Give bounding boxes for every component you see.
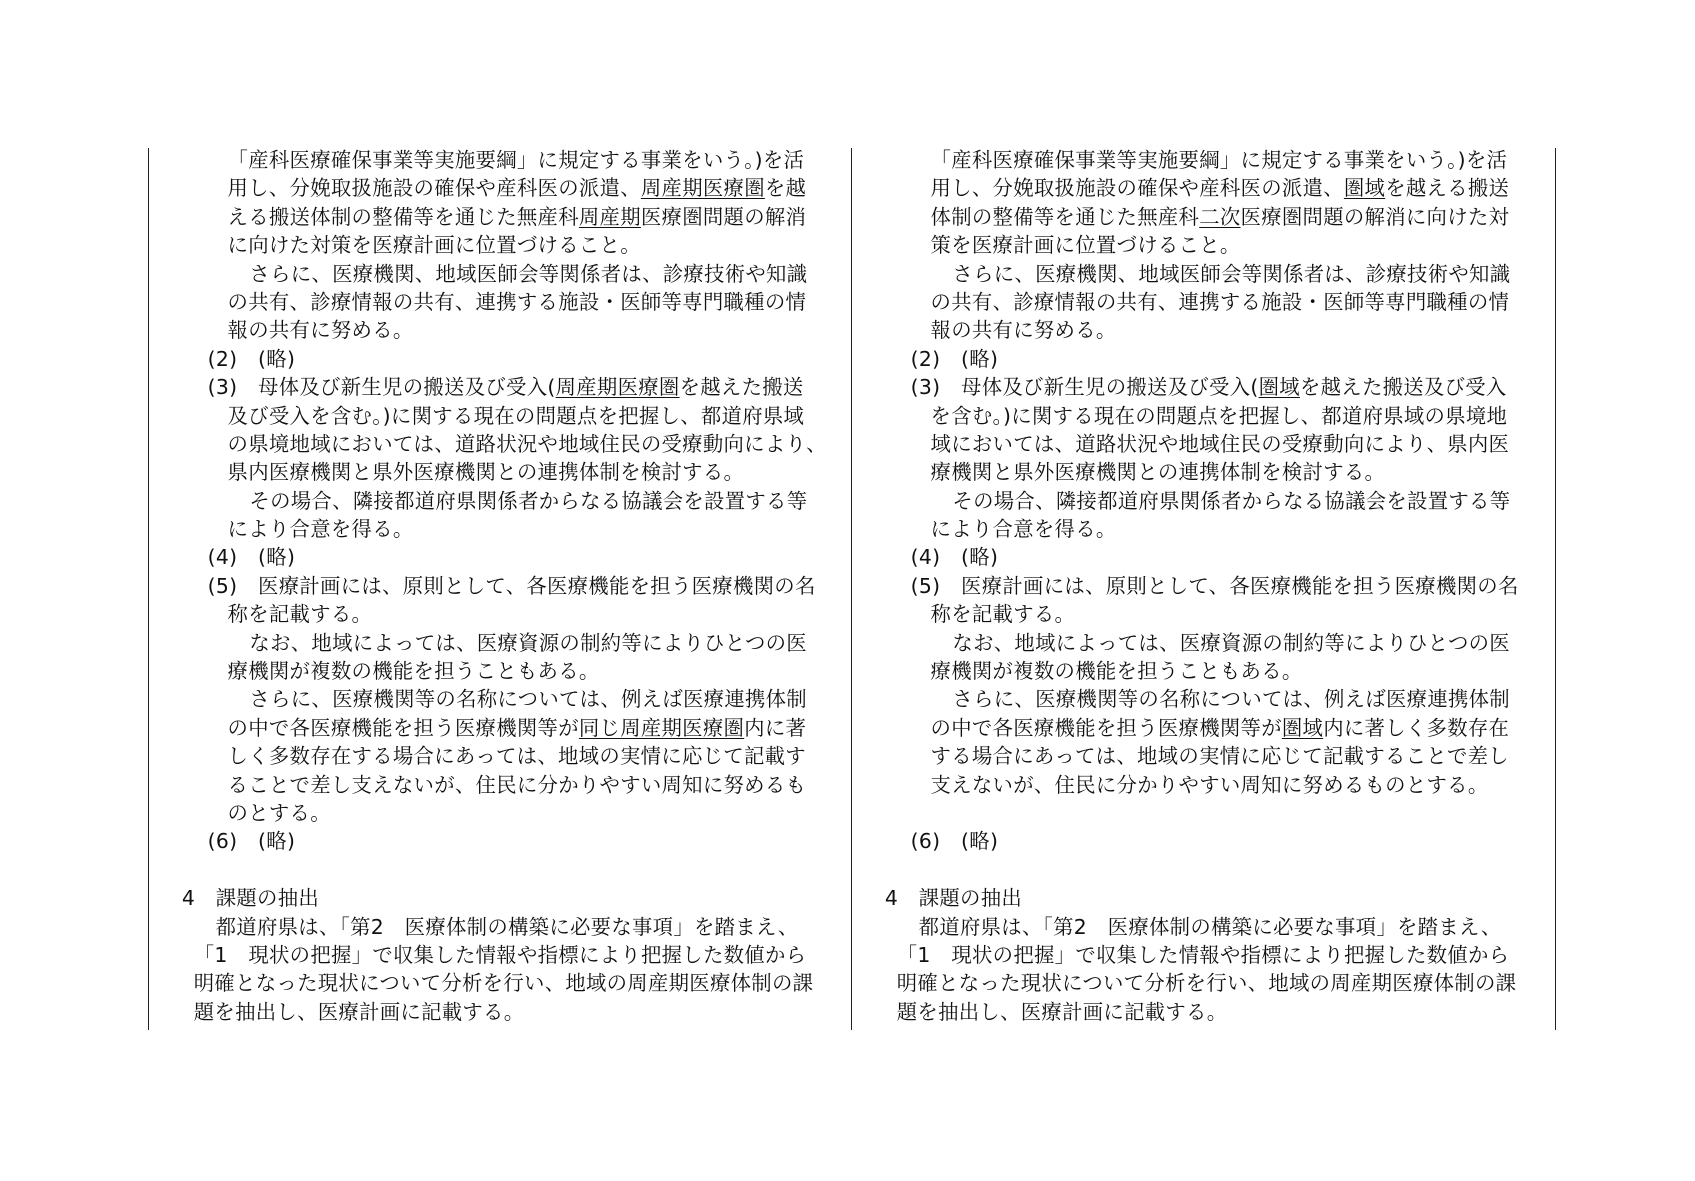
right-text-line bbox=[853, 941, 1544, 969]
left-text-line bbox=[150, 600, 841, 628]
text-segment: 用し、分娩取扱施設の確保や産科医の派遣、 bbox=[930, 176, 1344, 201]
underlined-revision-text: 圏域 bbox=[1258, 375, 1300, 400]
text-segment: 「1 現状の把握」で収集した情報や指標により把握した数値から bbox=[193, 942, 807, 967]
right-text-line bbox=[853, 998, 1544, 1026]
left-text-line bbox=[150, 543, 841, 571]
text-segment: する場合にあっては、地域の実情に応じて記載することで差し bbox=[930, 744, 1509, 769]
left-border-line bbox=[148, 148, 149, 1030]
text-segment: 用し、分娩取扱施設の確保や産科医の派遣、 bbox=[227, 176, 641, 201]
text-segment: の中で各医療機能を担う医療機関等が bbox=[930, 715, 1282, 740]
right-text-line bbox=[853, 657, 1544, 685]
underlined-revision-text: 圏域 bbox=[1281, 715, 1324, 740]
text-segment: (6) (略) bbox=[207, 829, 296, 854]
left-text-line bbox=[150, 572, 841, 600]
text-segment: により合意を得る。 bbox=[930, 517, 1117, 542]
text-segment: により合意を得る。 bbox=[227, 517, 414, 542]
left-text-line bbox=[150, 941, 841, 969]
left-text-line bbox=[150, 913, 841, 941]
right-text-line bbox=[853, 600, 1544, 628]
right-text-line bbox=[853, 146, 1544, 174]
right-text-line bbox=[853, 231, 1544, 259]
left-text-line bbox=[150, 827, 841, 855]
text-segment: さらに、医療機関等の名称については、例えば医療連携体制 bbox=[952, 687, 1510, 712]
left-text-line bbox=[150, 288, 841, 316]
text-segment: を越 bbox=[764, 176, 807, 201]
underlined-revision-text: 周産期医療圏 bbox=[640, 176, 765, 201]
left-blank-line bbox=[150, 856, 845, 884]
left-text-line bbox=[150, 146, 841, 174]
text-segment: の県境地域においては、道路状況や地域住民の受療動向により、 bbox=[227, 431, 827, 456]
right-text-line bbox=[853, 458, 1544, 486]
underlined-revision-text: 圏域 bbox=[1343, 176, 1386, 201]
underlined-revision-text: 同じ周産期医療圏 bbox=[578, 715, 745, 740]
left-text-line bbox=[150, 771, 841, 799]
right-text-line bbox=[853, 771, 1544, 799]
right-text-line bbox=[853, 487, 1544, 515]
text-segment: 称を記載する。 bbox=[227, 602, 373, 627]
text-segment: さらに、医療機関、地域医師会等関係者は、診療技術や知識 bbox=[249, 261, 808, 286]
right-text-line bbox=[853, 316, 1544, 344]
right-border-line bbox=[1555, 148, 1556, 1030]
text-segment: (2) (略) bbox=[910, 346, 999, 371]
text-segment: の共有、診療情報の共有、連携する施設・医師等専門職種の情 bbox=[227, 289, 807, 314]
text-segment: さらに、医療機関等の名称については、例えば医療連携体制 bbox=[249, 687, 807, 712]
underlined-revision-text: 周産期医療圏 bbox=[555, 375, 680, 400]
right-text-line bbox=[853, 402, 1544, 430]
text-segment: を越える搬送 bbox=[1385, 176, 1510, 201]
left-text-line bbox=[150, 260, 841, 288]
left-text-line bbox=[150, 345, 841, 373]
text-segment: 医療圏問題の解消に向けた対 bbox=[1240, 204, 1510, 229]
text-segment: 内に著しく多数存在 bbox=[1323, 715, 1510, 740]
right-text-line bbox=[853, 685, 1544, 713]
right-text-line bbox=[853, 260, 1544, 288]
text-segment: なお、地域によっては、医療資源の制約等によりひとつの医 bbox=[249, 630, 807, 655]
left-text-line bbox=[150, 231, 841, 259]
text-segment: に向けた対策を医療計画に位置づけること。 bbox=[227, 233, 641, 258]
text-segment: さらに、医療機関、地域医師会等関係者は、診療技術や知識 bbox=[952, 261, 1511, 286]
left-text-line bbox=[150, 316, 841, 344]
left-text-line bbox=[150, 657, 841, 685]
right-text-line bbox=[853, 827, 1544, 855]
right-text-line bbox=[853, 913, 1544, 941]
left-text-line bbox=[150, 203, 841, 231]
text-segment: 療機関と県外医療機関との連携体制を検討する。 bbox=[930, 460, 1386, 485]
text-segment: 療機関が複数の機能を担うこともある。 bbox=[930, 659, 1303, 684]
text-segment: を含む。)に関する現在の問題点を把握し、都道府県域の県境地 bbox=[930, 403, 1508, 428]
text-segment: える搬送体制の整備等を通じた無産科 bbox=[227, 204, 579, 229]
right-column-text bbox=[853, 146, 1548, 1026]
text-segment: 題を抽出し、医療計画に記載する。 bbox=[193, 999, 525, 1024]
right-text-line bbox=[853, 969, 1544, 997]
text-segment: 題を抽出し、医療計画に記載する。 bbox=[896, 999, 1228, 1024]
text-segment: 内に著 bbox=[744, 715, 807, 740]
text-segment: (5) 医療計画には、原則として、各医療機能を担う医療機関の名 bbox=[910, 573, 1519, 598]
left-text-line bbox=[150, 430, 841, 458]
right-text-line bbox=[853, 884, 1544, 912]
text-segment: 報の共有に努める。 bbox=[227, 318, 414, 343]
right-blank-line bbox=[853, 856, 1548, 884]
left-text-line bbox=[150, 174, 841, 202]
text-segment: 体制の整備等を通じた無産科 bbox=[930, 204, 1200, 229]
text-segment: その場合、隣接都道府県関係者からなる協議会を設置する等 bbox=[952, 488, 1511, 513]
text-segment: 策を医療計画に位置づけること。 bbox=[930, 233, 1241, 258]
left-text-line bbox=[150, 884, 841, 912]
text-segment: のとする。 bbox=[227, 800, 331, 825]
right-text-line bbox=[853, 714, 1544, 742]
text-segment: 称を記載する。 bbox=[930, 602, 1076, 627]
text-segment: (4) (略) bbox=[910, 545, 999, 570]
underlined-revision-text: 周産期 bbox=[578, 204, 641, 229]
right-text-line bbox=[853, 543, 1544, 571]
center-divider-line bbox=[851, 148, 852, 1030]
text-segment: その場合、隣接都道府県関係者からなる協議会を設置する等 bbox=[249, 488, 808, 513]
underlined-revision-text: 二次 bbox=[1199, 204, 1241, 229]
right-text-line bbox=[853, 515, 1544, 543]
text-segment: しく多数存在する場合にあっては、地域の実情に応じて記載す bbox=[227, 744, 806, 769]
text-segment: 4 課題の抽出 bbox=[884, 886, 1023, 911]
right-text-line bbox=[853, 742, 1544, 770]
text-segment: (5) 医療計画には、原則として、各医療機能を担う医療機関の名 bbox=[207, 573, 816, 598]
text-segment: 「産科医療確保事業等実施要綱」に規定する事業をいう。)を活 bbox=[930, 148, 1508, 172]
left-text-line bbox=[150, 458, 841, 486]
left-column-text bbox=[150, 146, 845, 1026]
text-segment: 「1 現状の把握」で収集した情報や指標により把握した数値から bbox=[896, 942, 1510, 967]
text-segment: 4 課題の抽出 bbox=[181, 886, 320, 911]
text-segment: 都道府県は、「第2 医療体制の構築に必要な事項」を踏まえ、 bbox=[918, 914, 1502, 939]
left-text-line bbox=[150, 515, 841, 543]
text-segment: (3) 母体及び新生児の搬送及び受入( bbox=[207, 375, 556, 400]
left-text-line bbox=[150, 685, 841, 713]
right-text-line bbox=[853, 572, 1544, 600]
text-segment: 及び受入を含む。)に関する現在の問題点を把握し、都道府県域 bbox=[227, 403, 805, 428]
right-blank-line bbox=[853, 799, 1548, 827]
text-segment: の共有、診療情報の共有、連携する施設・医師等専門職種の情 bbox=[930, 289, 1510, 314]
left-text-line bbox=[150, 629, 841, 657]
left-text-line bbox=[150, 373, 841, 401]
left-text-line bbox=[150, 799, 841, 827]
left-text-line bbox=[150, 402, 841, 430]
right-text-line bbox=[853, 174, 1544, 202]
text-segment: 報の共有に努める。 bbox=[930, 318, 1117, 343]
left-text-line bbox=[150, 487, 841, 515]
text-segment: を越えた搬送及び受入 bbox=[1299, 375, 1507, 400]
text-segment: (3) 母体及び新生児の搬送及び受入( bbox=[910, 375, 1259, 400]
right-text-line bbox=[853, 373, 1544, 401]
text-segment: 明確となった現状について分析を行い、地域の周産期医療体制の課 bbox=[896, 971, 1517, 996]
text-segment: を越えた搬送 bbox=[679, 375, 804, 400]
left-text-line bbox=[150, 969, 841, 997]
text-segment: 県内医療機関と県外医療機関との連携体制を検討する。 bbox=[227, 460, 745, 485]
text-segment: 域においては、道路状況や地域住民の受療動向により、県内医 bbox=[930, 431, 1510, 456]
left-text-line bbox=[150, 714, 841, 742]
text-segment: 医療圏問題の解消 bbox=[640, 204, 807, 229]
text-segment: (4) (略) bbox=[207, 545, 296, 570]
text-segment: 支えないが、住民に分かりやすい周知に努めるものとする。 bbox=[930, 772, 1489, 797]
right-text-line bbox=[853, 288, 1544, 316]
right-text-line bbox=[853, 345, 1544, 373]
text-segment: なお、地域によっては、医療資源の制約等によりひとつの医 bbox=[952, 630, 1510, 655]
text-segment: ることで差し支えないが、住民に分かりやすい周知に努めるも bbox=[227, 772, 807, 797]
right-text-line bbox=[853, 203, 1544, 231]
left-text-line bbox=[150, 998, 841, 1026]
text-segment: 明確となった現状について分析を行い、地域の周産期医療体制の課 bbox=[193, 971, 814, 996]
text-segment: (6) (略) bbox=[910, 829, 999, 854]
text-segment: 「産科医療確保事業等実施要綱」に規定する事業をいう。)を活 bbox=[227, 148, 805, 172]
text-segment: (2) (略) bbox=[207, 346, 296, 371]
text-segment: 療機関が複数の機能を担うこともある。 bbox=[227, 659, 600, 684]
text-segment: 都道府県は、「第2 医療体制の構築に必要な事項」を踏まえ、 bbox=[215, 914, 799, 939]
left-text-line bbox=[150, 742, 841, 770]
right-text-line bbox=[853, 430, 1544, 458]
text-segment: の中で各医療機能を担う医療機関等が bbox=[227, 715, 579, 740]
right-text-line bbox=[853, 629, 1544, 657]
